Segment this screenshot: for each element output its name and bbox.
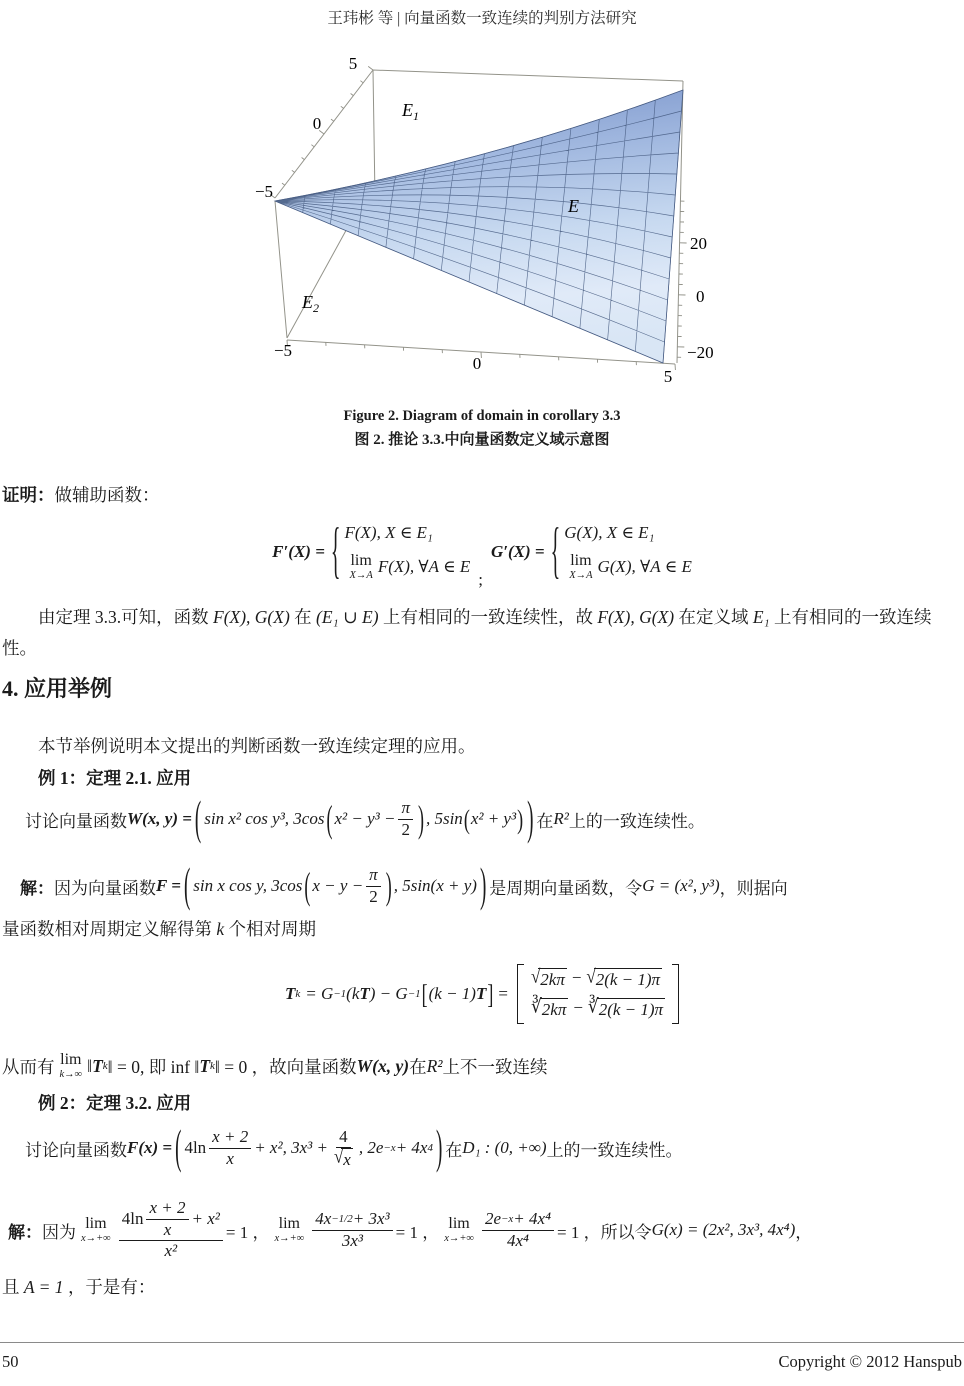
big-paren-left: ( xyxy=(183,859,191,913)
math-gx: G(x) = (2x², 3x³, 4x⁴) xyxy=(651,1220,796,1239)
sqrt-term: √ 2kπ xyxy=(530,966,565,990)
left-tick-m5: −5 xyxy=(254,182,274,201)
paren-left: ( xyxy=(304,865,311,907)
solution-lead: 解： xyxy=(20,878,54,898)
bottom-tick-0: 0 xyxy=(472,354,482,373)
math-fg2: F(X), G(X) xyxy=(597,607,675,627)
fraction-4-sqrtx: 4 √ x xyxy=(333,1126,351,1169)
f-lhs: F(x) = xyxy=(127,1138,173,1157)
inner-fraction: $\frac{x + 2}{x}$ xyxy=(146,1198,188,1240)
paren-left: ( xyxy=(326,798,333,840)
big-paren-right: ) xyxy=(479,859,487,913)
example-1-conclusion: 从而有 lim k→∞ ‖ T k ‖ = 0, 即 inf ‖ T k ‖ = 0 ，故向量函数 W(x, y) 在 R² 上不一致连续 xyxy=(2,1050,548,1080)
big-paren-right: ) xyxy=(435,1121,443,1175)
right-tick-0: 0 xyxy=(696,287,705,306)
page-number: 50 xyxy=(2,1352,19,1371)
vector-bracket-left xyxy=(517,964,524,1023)
aux-f-case1: F(X), X ∈ E₁ xyxy=(344,522,433,542)
bottom-tick-m5: −5 xyxy=(273,341,293,360)
fraction-2: 4x −1/2 + 3x³ 3x³ xyxy=(312,1209,392,1251)
paren-left: ( xyxy=(463,803,470,835)
math-d1: D₁ : (0, +∞) xyxy=(462,1138,547,1157)
math-union: (E₁ ∪ E) xyxy=(316,607,379,627)
fraction-pi-2: $\frac{\pi}{2}$ xyxy=(398,798,413,840)
copyright-notice: Copyright © 2012 Hanspub xyxy=(778,1352,962,1371)
separator: ; xyxy=(478,570,483,589)
bottom-tick-5: 5 xyxy=(663,367,673,386)
aux-f-case2: lim X→A F(X), ∀A ∈ E xyxy=(349,551,471,581)
left-tick-0: 0 xyxy=(312,114,322,133)
paren-right: ) xyxy=(517,803,524,835)
math-g: G = (x², y³) xyxy=(642,876,720,895)
figure-caption-en: Figure 2. Diagram of domain in corollary 3.3 xyxy=(343,408,621,424)
math-r2: R² xyxy=(553,809,569,828)
fraction-pi-2: $\frac{\pi}{2}$ xyxy=(366,865,381,907)
vector-row-1: √ 2kπ − √ 2(k − 1)π xyxy=(530,966,661,990)
figure-caption-zh: 图 2. 推论 3.3.中向量函数定义域示意图 xyxy=(354,432,610,448)
left-brace: { xyxy=(550,517,561,587)
sqrt-x: √ x xyxy=(333,1145,351,1169)
formula-relative-period: T k = G −1 (k T ) − G −1 [ (k − 1) T ] = √ 2kπ − √ 2(k − 1)π ∛ 2kπ − ∛ 2(k − 1)π xyxy=(0,946,964,1042)
limit-operator: lim X→A xyxy=(569,551,593,581)
formula-aux-functions xyxy=(0,506,964,598)
vector-row-2: ∛ 2kπ − ∛ 2(k − 1)π xyxy=(530,995,664,1019)
big-fraction-1: 4ln $\frac{x + 2}{x}$ + x² x² xyxy=(119,1198,223,1261)
fraction-x2-x: $\frac{x + 2}{x}$ xyxy=(209,1127,251,1169)
proof-lead: 证明： xyxy=(2,485,55,505)
proof-text: 做辅助函数： xyxy=(54,485,160,505)
math-e1: E₁ xyxy=(752,607,770,627)
example-2-title: 例 2：定理 3.2. 应用 xyxy=(38,1093,192,1113)
example-1-title: 例 1：定理 2.1. 应用 xyxy=(38,768,192,788)
region-label-e2: $E_2$ xyxy=(302,292,319,315)
limit-operator: lim x→+∞ xyxy=(274,1214,305,1244)
region-label-e1: $E_1$ xyxy=(402,100,419,123)
vector-bracket-right xyxy=(672,964,679,1023)
math-k: k xyxy=(216,919,225,939)
big-paren-left: ( xyxy=(175,1121,182,1175)
aux-f-cases xyxy=(344,523,470,582)
math-a1: A = 1 xyxy=(23,1277,64,1297)
big-paren-left: ( xyxy=(194,792,202,846)
example-1-problem: 讨论向量函数 W(x, y) = ( sin x² cos y³, 3cos ( x² − y³ − $\frac{\pi}{2}$ ) , 5sin ( x² + y³ ) ) 在 R² 上的一致连续性。 xyxy=(25,792,705,846)
big-paren-right: ) xyxy=(527,792,534,846)
example-1-solution-line2: 量函数相对周期定义解得第 k 个相对周期 xyxy=(2,919,317,939)
limit-operator: lim x→+∞ xyxy=(444,1214,474,1244)
cbrt-term: ∛ 2kπ xyxy=(530,995,567,1019)
w-lhs: W(x, y) = xyxy=(127,809,192,828)
example-2-solution: 解： 因为 lim x→+∞ 4ln $\frac{x + 2}{x}$ + x² x² = 1 ， lim x→+∞ 4x −1/2 + 3x³ 3x³ = 1 ， lim x→+∞ 2e −x + 4x⁴ 4x⁴ = 1 ， 所以令 G(x) = (2x², 3x³, 4x⁴) ， xyxy=(8,1198,813,1261)
proof-paragraph xyxy=(2,482,160,507)
paren-right: ) xyxy=(417,798,424,840)
paren-right: ) xyxy=(385,865,392,907)
aux-g-case2: lim X→A G(X), ∀A ∈ E xyxy=(569,551,692,581)
tk-symbol: T xyxy=(284,984,296,1003)
right-tick-20: 20 xyxy=(690,234,707,253)
sqrt-term: √ 2(k − 1)π xyxy=(586,966,661,990)
page-header: 王玮彬 等 | 向量函数一致连续的判别方法研究 xyxy=(327,10,637,27)
section-4-heading: 4. 应用举例 xyxy=(2,676,113,701)
aux-g-cases xyxy=(564,523,692,582)
right-tick-m20: −20 xyxy=(687,343,714,362)
left-tick-5: 5 xyxy=(348,54,358,73)
limit-operator: lim k→∞ xyxy=(59,1050,83,1080)
example-2-problem: 讨论向量函数 F(x) = ( 4ln $\frac{x + 2}{x}$ + x², 3x³ + 4 √ x , 2e −x + 4x 4 ) 在 D₁ : (0, +∞) 上的一致连续性。 xyxy=(25,1121,683,1175)
surface-plot-svg xyxy=(250,50,720,402)
bracket-left: [ xyxy=(421,978,428,1010)
aux-g-case1: G(X), X ∈ E₁ xyxy=(564,522,655,542)
f-lhs: F = xyxy=(156,876,181,895)
figure-3d-plot xyxy=(250,50,720,402)
fraction-3: 2e −x + 4x⁴ 4x⁴ xyxy=(482,1209,554,1251)
limit-operator: lim X→A xyxy=(349,551,373,581)
math-r2: R² xyxy=(426,1055,443,1076)
bracket-right: ] xyxy=(487,978,494,1010)
region-label-e: E xyxy=(568,196,579,216)
example-1-solution-line1: 解： 因为向量函数 F = ( sin x cos y, 3cos ( x − y − $\frac{\pi}{2}$ ) , 5sin(x + y) ) 是周期向量函数，令 G = (x², y³) ，则据向 xyxy=(20,859,788,913)
section-4-intro: 本节举例说明本文提出的判断函数一致连续定理的应用。 xyxy=(38,736,476,756)
paragraph-theorem33: 由定理 3.3.可知，函数 F(X), G(X) 在 (E₁ ∪ E) 上有相同的一致连续性，故 F(X), G(X) 在定义域 E₁ 上有相同的一致连续性。 xyxy=(2,607,932,658)
example-2-final-line: 且 A = 1 ，于是有： xyxy=(2,1277,156,1297)
footer-rule xyxy=(0,1342,964,1343)
solution-lead: 解： xyxy=(8,1222,42,1242)
aux-f-lhs: F′(X) = xyxy=(272,542,325,561)
math-w: W(x, y) xyxy=(356,1055,410,1076)
math-fg: F(X), G(X) xyxy=(213,607,290,627)
aux-g-lhs: G′(X) = xyxy=(490,542,545,561)
left-brace: { xyxy=(330,517,341,587)
limit-operator: lim x→+∞ xyxy=(81,1214,111,1244)
column-vector xyxy=(517,964,679,1023)
cbrt-term: ∛ 2(k − 1)π xyxy=(587,995,664,1019)
